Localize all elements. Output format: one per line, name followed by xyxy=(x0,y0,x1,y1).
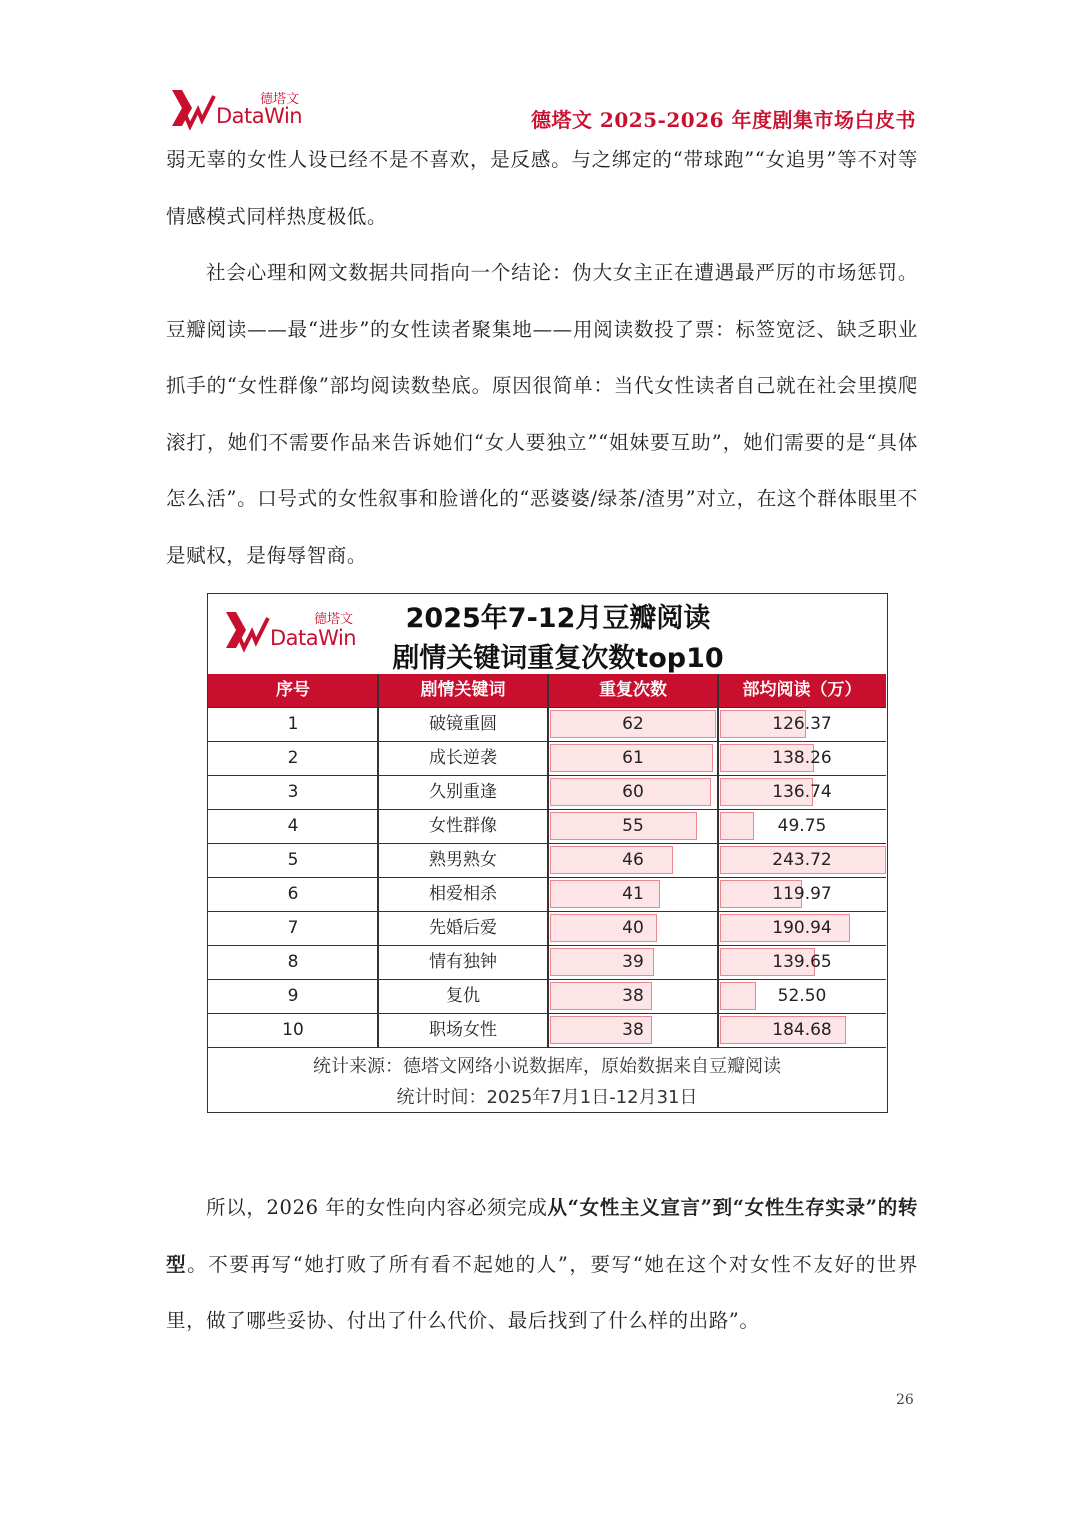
cell-rank: 3 xyxy=(287,782,299,802)
cell-keyword: 先婚后爱 xyxy=(429,918,497,938)
brand-cn: 德塔文 xyxy=(260,92,300,107)
header-avg-reads: 部均阅读（万） xyxy=(742,680,862,700)
cell-keyword: 情有独钟 xyxy=(429,952,497,972)
cell-keyword: 女性群像 xyxy=(429,816,497,836)
table-title-line2: 剧情关键词重复次数top10 xyxy=(392,643,724,674)
cell-count: 41 xyxy=(622,884,644,904)
cell-avg-reads: 49.75 xyxy=(777,816,827,836)
cell-avg-reads: 119.97 xyxy=(772,884,832,904)
cell-avg-reads: 126.37 xyxy=(772,714,832,734)
cell-avg-reads: 184.68 xyxy=(772,1020,832,1040)
paragraph-3-emphasis: 从“女性主义宣言”到“女性生存实录”的转型 xyxy=(166,1196,918,1276)
cell-count: 60 xyxy=(622,782,644,802)
keyword-table xyxy=(207,593,888,1113)
cell-count: 46 xyxy=(622,850,644,870)
cell-avg-reads: 243.72 xyxy=(772,850,832,870)
cell-avg-reads: 190.94 xyxy=(772,918,832,938)
cell-keyword: 相爱相杀 xyxy=(429,884,497,904)
cell-keyword: 熟男熟女 xyxy=(429,850,497,870)
brand-en: DataWin xyxy=(216,104,303,128)
cell-count: 38 xyxy=(622,986,644,1006)
cell-count: 55 xyxy=(622,816,644,836)
cell-rank: 2 xyxy=(287,748,299,768)
cell-avg-reads: 139.65 xyxy=(772,952,832,972)
paragraph-2: 社会心理和网文数据共同指向一个结论：伪大女主正在遭遇最严厉的市场惩罚。豆瓣阅读——最“进步”的女性读者聚集地——用阅读数投了票：标签宽泛、缺乏职业抓手的“女性群像”部均阅读数垫底。原因很简单：当代女性读者自己就在社会里摸爬滚打，她们不需要作品来告诉她们“女人要独立”“姐妹要互助”，她们需要的是“具体怎么活”。口号式的女性叙事和脸谱化的“恶婆婆/绿茶/渣男”对立，在这个群体眼里不是赋权，是侮辱智商。 xyxy=(166,261,918,567)
header-count: 重复次数 xyxy=(599,680,667,700)
table-brand-en: DataWin xyxy=(270,626,357,650)
cell-count: 40 xyxy=(622,918,644,938)
cell-rank: 9 xyxy=(287,986,299,1006)
column-divider xyxy=(717,674,719,1048)
datawin-logo-icon xyxy=(168,86,218,132)
column-divider xyxy=(547,674,549,1048)
cell-rank: 4 xyxy=(287,816,299,836)
cell-count: 62 xyxy=(622,714,644,734)
document-title: 德塔文 2025-2026 年度剧集市场白皮书 xyxy=(530,108,916,132)
cell-avg-reads: 138.26 xyxy=(772,748,832,768)
table-title-line1: 2025年7-12月豆瓣阅读 xyxy=(405,603,711,634)
table-brand-cn: 德塔文 xyxy=(314,612,354,627)
cell-keyword: 久别重逢 xyxy=(429,782,497,802)
table-source-note: 统计来源：德塔文网络小说数据库，原始数据来自豆瓣阅读 xyxy=(313,1056,781,1077)
cell-rank: 7 xyxy=(287,918,299,938)
cell-rank: 5 xyxy=(287,850,299,870)
cell-rank: 8 xyxy=(287,952,299,972)
column-divider xyxy=(377,674,379,1048)
paragraph-3 xyxy=(166,1180,918,1350)
table-footer-divider xyxy=(208,1047,886,1049)
paragraph-1: 弱无辜的女性人设已经不是不喜欢，是反感。与之绑定的“带球跑”“女追男”等不对等情感模式同样热度极低。 xyxy=(166,148,918,228)
cell-avg-reads: 52.50 xyxy=(777,986,827,1006)
cell-keyword: 破镜重圆 xyxy=(429,714,497,734)
cell-count: 39 xyxy=(622,952,644,972)
cell-count: 38 xyxy=(622,1020,644,1040)
cell-avg-reads: 136.74 xyxy=(772,782,832,802)
table-time-note: 统计时间：2025年7月1日-12月31日 xyxy=(396,1087,698,1108)
page-header xyxy=(0,0,1080,140)
cell-rank: 1 xyxy=(287,714,299,734)
cell-rank: 10 xyxy=(282,1020,304,1040)
datawin-logo xyxy=(168,86,308,132)
cell-rank: 6 xyxy=(287,884,299,904)
cell-count: 61 xyxy=(622,748,644,768)
cell-keyword: 成长逆袭 xyxy=(429,748,497,768)
paragraph-3-lead: 所以，2026 年的女性向内容必须完成 xyxy=(206,1196,548,1219)
header-rank: 序号 xyxy=(276,680,310,700)
header-keyword: 剧情关键词 xyxy=(420,680,506,700)
datawin-logo-icon xyxy=(222,608,272,654)
cell-keyword: 职场女性 xyxy=(429,1020,497,1040)
cell-keyword: 复仇 xyxy=(446,986,480,1006)
page-number: 26 xyxy=(896,1392,914,1408)
table-logo xyxy=(222,608,372,654)
paragraph-3-rest: 。不要再写“她打败了所有看不起她的人”，要写“她在这个对女性不友好的世界里，做了哪些妥协、付出了什么代价、最后找到了什么样的出路”。 xyxy=(166,1252,918,1332)
